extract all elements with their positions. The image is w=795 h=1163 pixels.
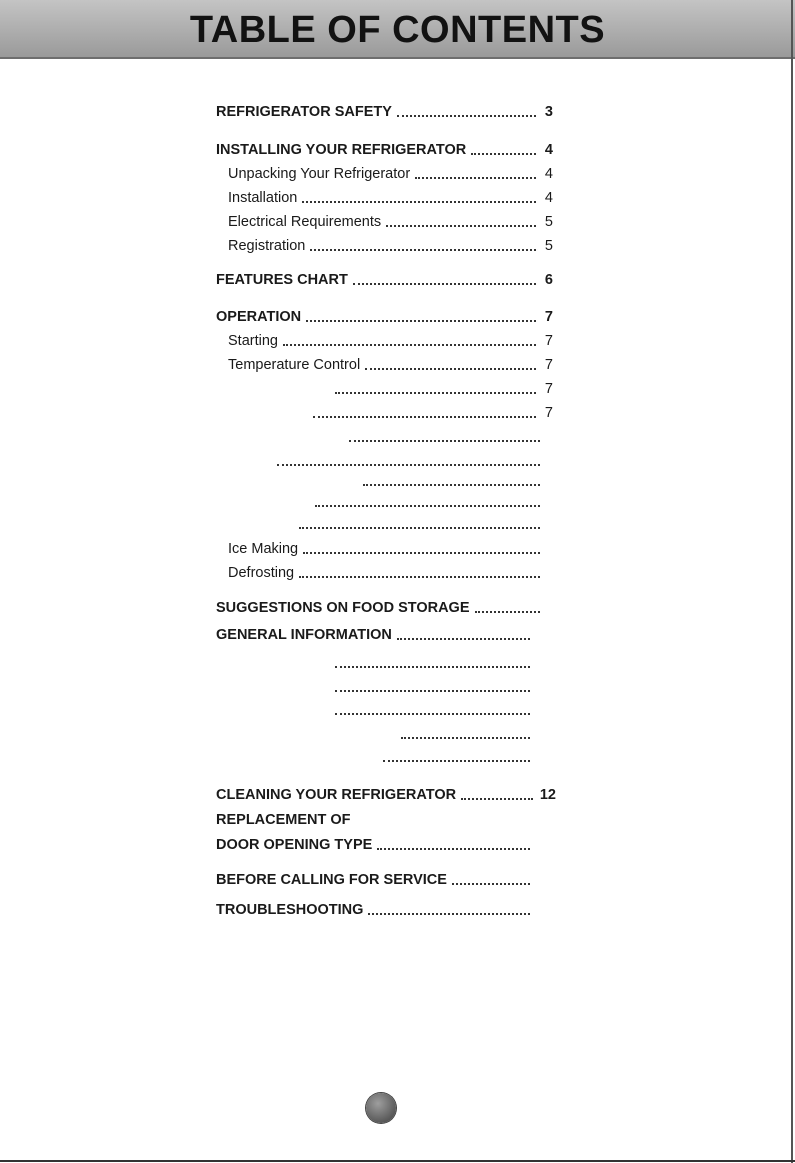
toc-entry-blank[interactable] <box>308 402 553 422</box>
toc-entry-temperature-control[interactable] <box>228 354 553 374</box>
toc-entry-installation[interactable] <box>228 187 553 207</box>
dot-leader <box>335 665 530 668</box>
toc-entry-label: Starting <box>228 333 278 349</box>
toc-entry-defrosting[interactable] <box>228 562 540 582</box>
toc-entry-label: DOOR OPENING TYPE <box>216 837 373 853</box>
toc-entry-page: 12 <box>539 787 556 803</box>
toc-entry-blank[interactable] <box>358 470 540 490</box>
toc-entry-label: Installation <box>228 190 298 206</box>
dot-leader <box>471 152 536 155</box>
toc-entry-page: 7 <box>544 357 553 373</box>
toc-entry-page: 4 <box>544 142 553 158</box>
toc-entry-registration[interactable] <box>228 235 553 255</box>
toc-entry-label: REPLACEMENT OF <box>216 812 351 828</box>
toc-entry-before-calling[interactable] <box>216 869 530 889</box>
dot-leader <box>386 224 536 227</box>
toc-entry-label: CLEANING YOUR REFRIGERATOR <box>216 787 457 803</box>
page-number-dot <box>366 1093 396 1123</box>
toc-entry-installing[interactable] <box>216 139 553 159</box>
toc-entry-page: 4 <box>544 166 553 182</box>
toc-entry-page: 4 <box>544 190 553 206</box>
dot-leader <box>335 391 536 394</box>
toc-entry-page: 7 <box>544 381 553 397</box>
dot-leader <box>397 637 530 640</box>
toc-entry-blank[interactable] <box>396 723 530 743</box>
toc-entry-label: Temperature Control <box>228 357 361 373</box>
toc-entry-label: Defrosting <box>228 565 295 581</box>
toc-entry-blank[interactable] <box>330 676 530 696</box>
dot-leader <box>377 847 530 850</box>
toc-entry-page: 7 <box>544 333 553 349</box>
toc-entry-blank[interactable] <box>330 378 553 398</box>
toc-entry-starting[interactable] <box>228 330 553 350</box>
dot-leader <box>365 367 536 370</box>
dot-leader <box>415 176 536 179</box>
dot-leader <box>299 575 540 578</box>
toc-entry-label: Registration <box>228 238 306 254</box>
toc-entry-features-chart[interactable] <box>216 269 553 289</box>
toc-entry-label: OPERATION <box>216 309 302 325</box>
dot-leader <box>383 759 530 762</box>
toc-entry-page: 3 <box>544 104 553 120</box>
dot-leader <box>303 551 540 554</box>
toc-entry-blank[interactable] <box>330 699 530 719</box>
toc-entry-blank[interactable] <box>294 513 540 533</box>
toc-entry-label: REFRIGERATOR SAFETY <box>216 104 392 120</box>
toc-entry-door-opening-type[interactable] <box>216 834 530 854</box>
dot-leader <box>452 882 530 885</box>
dot-leader <box>313 415 536 418</box>
toc-entry-label: SUGGESTIONS ON FOOD STORAGE <box>216 600 470 616</box>
toc-entry-electrical[interactable] <box>228 211 553 231</box>
page-title: TABLE OF CONTENTS <box>189 9 606 51</box>
toc-entry-page: 6 <box>544 272 553 288</box>
toc-entry-replacement-of[interactable] <box>216 809 416 829</box>
dot-leader <box>353 282 536 285</box>
dot-leader <box>283 343 536 346</box>
dot-leader <box>397 114 536 117</box>
toc-entry-label: Electrical Requirements <box>228 214 382 230</box>
toc-entry-blank[interactable] <box>378 746 530 766</box>
dot-leader <box>461 797 533 800</box>
dot-leader <box>335 689 530 692</box>
toc-entry-label: FEATURES CHART <box>216 272 348 288</box>
dot-leader <box>302 200 536 203</box>
toc-entry-label: Unpacking Your Refrigerator <box>228 166 411 182</box>
toc-entry-label: GENERAL INFORMATION <box>216 627 392 643</box>
toc-entry-blank[interactable] <box>310 491 540 511</box>
dot-leader <box>299 526 540 529</box>
dot-leader <box>310 248 536 251</box>
bottom-rule <box>0 1160 795 1162</box>
dot-leader <box>335 712 530 715</box>
toc-entry-troubleshooting[interactable] <box>216 899 530 919</box>
toc-entry-general-information[interactable] <box>216 624 530 644</box>
dot-leader <box>368 912 530 915</box>
toc-entry-page: 5 <box>544 238 553 254</box>
dot-leader <box>277 463 540 466</box>
toc-entry-blank[interactable] <box>330 652 530 672</box>
dot-leader <box>315 504 540 507</box>
toc-entry-blank[interactable] <box>344 426 540 446</box>
dot-leader <box>349 439 540 442</box>
toc-entry-label: INSTALLING YOUR REFRIGERATOR <box>216 142 467 158</box>
dot-leader <box>401 736 530 739</box>
toc-entry-label: BEFORE CALLING FOR SERVICE <box>216 872 447 888</box>
toc-entry-label: Ice Making <box>228 541 299 557</box>
toc-entry-page: 7 <box>544 309 553 325</box>
toc-entry-ice-making[interactable] <box>228 538 540 558</box>
dot-leader <box>475 610 540 613</box>
toc-entry-blank[interactable] <box>272 450 540 470</box>
toc-entry-refrigerator-safety[interactable] <box>216 101 553 121</box>
toc-entry-unpacking[interactable] <box>228 163 553 183</box>
dot-leader <box>363 483 540 486</box>
toc-entry-label: TROUBLESHOOTING <box>216 902 364 918</box>
toc-entry-food-storage[interactable] <box>216 597 540 617</box>
dot-leader <box>306 319 536 322</box>
toc-entry-operation[interactable] <box>216 306 553 326</box>
toc-entry-page: 7 <box>544 405 553 421</box>
toc-entry-page: 5 <box>544 214 553 230</box>
toc-entry-cleaning[interactable] <box>216 784 556 804</box>
